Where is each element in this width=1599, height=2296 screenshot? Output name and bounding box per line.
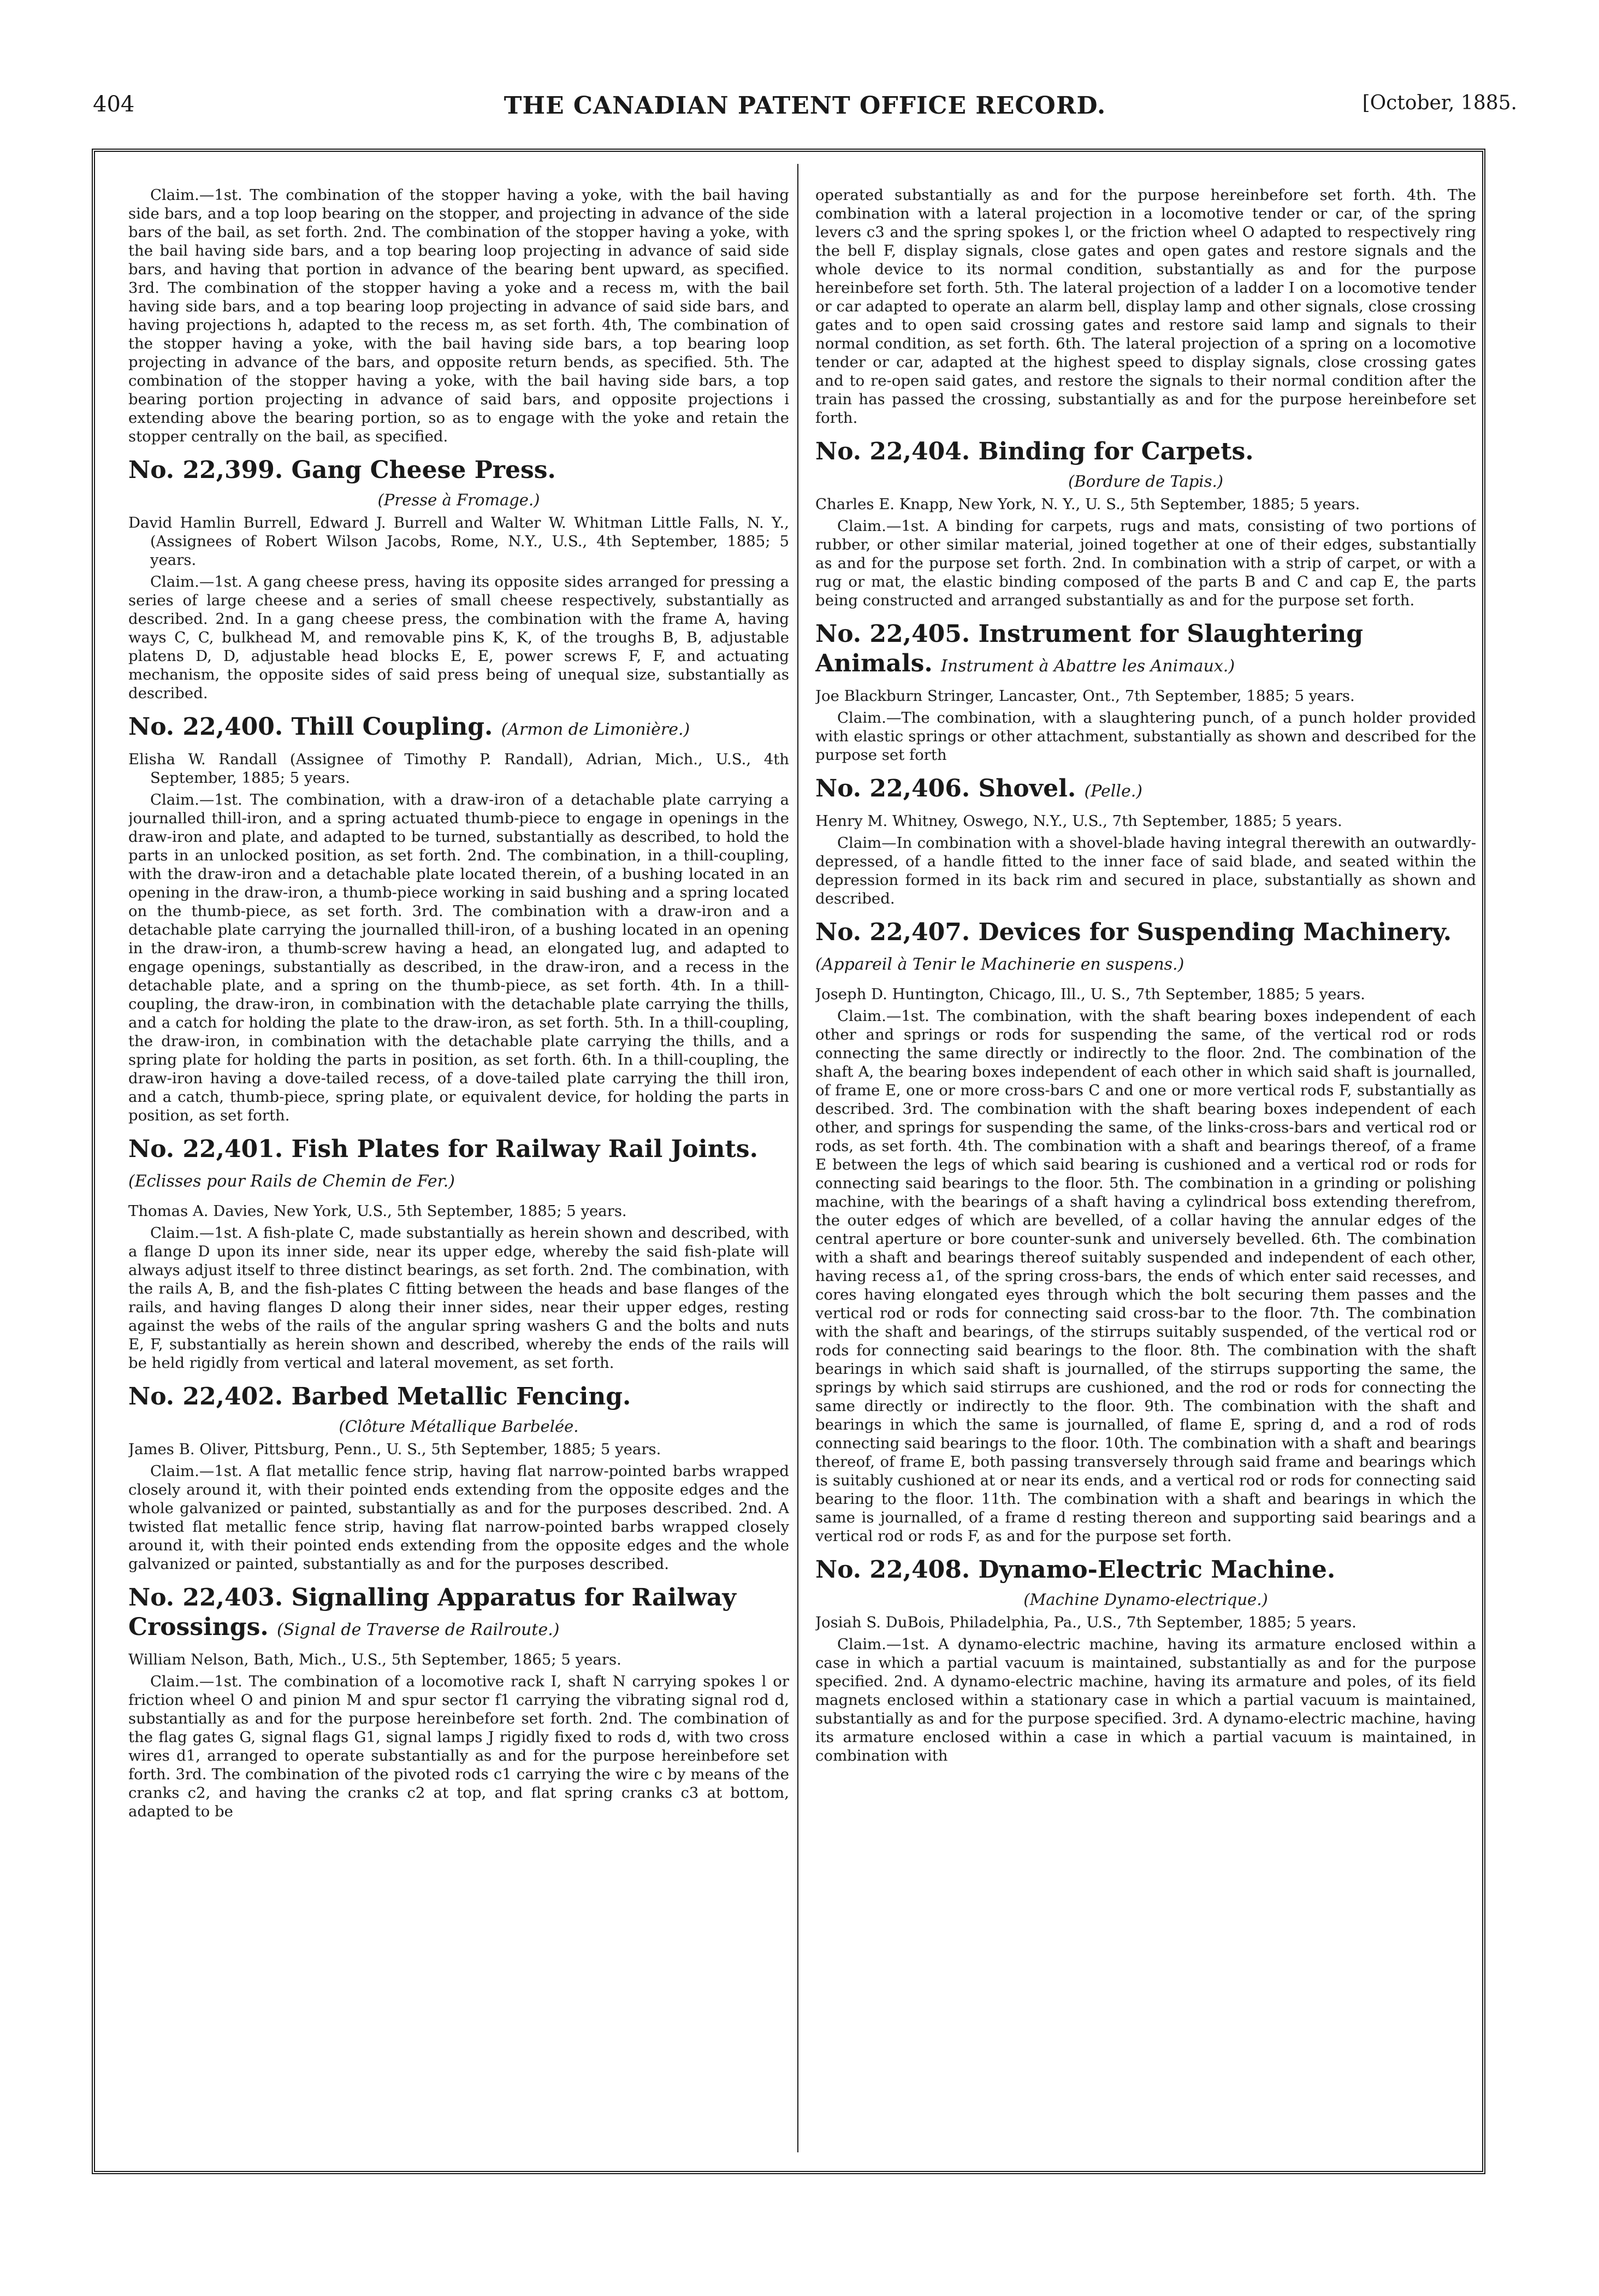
patent-applicant: Joe Blackburn Stringer, Lancaster, Ont., 7th September, 1885; 5 years. xyxy=(815,687,1355,705)
patent-translation: (Eclisses pour Rails de Chemin de Fer.) xyxy=(128,1172,455,1191)
patent-entry-22407 xyxy=(815,918,1476,1545)
continuation-claim: operated substantially as and for the purpose hereinbefore set forth. 4th. The combination with a lateral projection in a locomotive tender or car, of the spring levers c3 and the spring spokes l, or the friction wheel O adapted to respectively ring the bell F, display signals, close gates and open gates and restore signals and the whole device to its normal condition, substantially as and for the purpose hereinbefore set forth. 5th. The lateral projection of a ladder I on a locomotive tender or car adapted to operate an alarm bell, display lamp and other signals, close crossing gates and to open said crossing gates and restore said lamp and signals to their normal condition, as set forth. 6th. The lateral projection of a spring on a locomotive tender or car, adapted at the highest speed to display signals, close crossing gates and to re-open said gates, and restore the signals to their normal condition after the train has passed the crossing, substantially as and for the purpose hereinbefore set forth. xyxy=(815,186,1476,427)
patent-applicant: David Hamlin Burrell, Edward J. Burrell and Walter W. Whitman Little Falls, N. Y., (Assignees of Robert Wilson Jacobs, Rome, N.Y., U.S., 4th September, 1885; 5 years. xyxy=(128,514,789,569)
issue-date: [October, 1885. xyxy=(1362,92,1517,114)
patent-entry-22405 xyxy=(815,619,1476,764)
page-number: 404 xyxy=(93,92,135,117)
patent-heading-text: No. 22,403. Signalling Apparatus for Railway Crossings. xyxy=(128,1584,736,1641)
patent-heading xyxy=(815,774,1476,806)
patent-translation: (Appareil à Tenir le Machinerie en suspens.) xyxy=(815,955,1185,974)
patent-translation: Instrument à Abattre les Animaux.) xyxy=(941,657,1235,676)
patent-applicant: William Nelson, Bath, Mich., U.S., 5th September, 1865; 5 years. xyxy=(128,1651,621,1668)
page-header xyxy=(93,92,1517,125)
patent-claim: Claim.—1st. A fish-plate C, made substantially as herein shown and described, with a flange D upon its inner side, near its upper edge, whereby the said fish-plate will always adjust itself to three distinct bearings, as set forth. 2nd. The combination, with the rails A, B, and the fish-plates C fitting between the heads and base flanges of the rails, and having flanges D along their inner sides, near their upper edges, resting against the webs of the rails of the angular spring washers G and the bolts and nuts E, F, substantially as herein shown and described, whereby the ends of the rails will be held rigidly from vertical and lateral movement, as set forth. xyxy=(128,1224,789,1372)
patent-claim: Claim.—1st. The combination, with a draw-iron of a detachable plate carrying a journalled thill-iron, and a spring actuated thumb-piece to engage in openings in the draw-iron and plate, and adapted to be turned, substantially as described, to hold the parts in an unlocked position, as set forth. 2nd. The combination, in a thill-coupling, with the draw-iron and a detachable plate located therein, of a bushing located in an opening in the draw-iron, a thumb-piece working in said bushing and a spring located on the thumb-piece, as set forth. 3rd. The combination with a draw-iron and a detachable plate carrying the journalled thill-iron, of a bushing located in an opening in the draw-iron, a thumb-screw having a head, an elongated lug, and adapted to engage openings, substantially as described, in the draw-iron, and a recess in the detachable plate, and a spring on the thumb-piece, as set forth. 4th. In a thill-coupling, the draw-iron, in combination with the detachable plate carrying the thills, and a catch for holding the plate to the draw-iron, as set forth. 5th. In a thill-coupling, the draw-iron, in combination with the detachable plate carrying the thills, and a spring plate for holding the parts in position, as set forth. 6th. In a thill-coupling, the draw-iron having a dove-tailed recess, of a dove-tailed plate carrying the thill iron, and a catch, thumb-piece, spring plate, or equivalent device, for holding the parts in position, as set forth. xyxy=(128,791,789,1124)
patent-entry-22406 xyxy=(815,774,1476,908)
publication-title: THE CANADIAN PATENT OFFICE RECORD. xyxy=(504,92,1106,120)
patent-heading xyxy=(815,918,1476,979)
patent-heading: No. 22,402. Barbed Metallic Fencing. xyxy=(128,1383,631,1410)
patent-entry-22403 xyxy=(128,1583,789,1821)
column-divider xyxy=(797,164,798,2152)
patent-claim: Claim.—1st. The combination, with the shaft bearing boxes independent of each other and springs or rods for suspending the same, of the vertical rod or rods connecting the same directly or indirectly to the floor. 2nd. The combination of the shaft A, the bearing boxes independent of each other in which said shaft is journalled, of frame E, one or more cross-bars C and one or more vertical rods F, substantially as described. 3rd. The combination with the shaft bearing boxes independent of each other, and springs for suspending the same, of the links-cross-bars and vertical rod or rods, as set forth. 4th. The combination with a shaft and bearings thereof, of a frame E between the legs of which said bearing is cushioned and a vertical rod or rods for connecting said bearings to the floor. 5th. The combination in a grinding or polishing machine, with the bearings of a shaft having a cylindrical boss extending therefrom, the outer edges of which are bevelled, of a collar having the annular edges of the central aperture or bore counter-sunk and universely bevelled. 6th. The combination with a shaft and bearings thereof suitably suspended and independent of each other, having recess a1, of the spring cross-bars, the ends of which enter said recesses, and cores having elongated eyes through which the bolt securing them passes and the vertical rod or rods for connecting said cross-bar to the floor. 7th. The combination with the shaft and bearings, of the stirrups suitably suspended, of the vertical rod or rods for connecting said bearings to the floor. 8th. The combination with the shaft bearings in which said shaft is journalled, of the stirrups supporting the same, the springs by which said stirrups are cushioned, and the rod or rods for connecting the same directly or indirectly to the floor. 9th. The combination with the shaft and bearings in which the same is journalled, of flame E, spring d, and a rod of rods connecting said bearings to the floor. 10th. The combination with a shaft and bearings thereof, of frame E, both passing transversely through said frame and bearings which is suitably cushioned at or near its ends, and a vertical rod or rods for connecting said bearing to the floor. 11th. The combination with a shaft and bearings in which the same is journalled, of a frame d resting thereon and supporting said bearings and a vertical rod or rods F, as and for the purpose set forth. xyxy=(815,1007,1476,1545)
patent-claim: Claim.—1st. The combination of a locomotive rack I, shaft N carrying spokes l or friction wheel O and pinion M and spur sector f1 carrying the vibrating signal rod d, substantially as and for the purpose hereinbefore set forth. 2nd. The combination of the flag gates G, signal flags G1, signal lamps J rigidly fixed to rods d, with two cross wires d1, arranged to operate substantially as and for the purpose hereinbefore set forth. 3rd. The combination of the pivoted rods c1 carrying the wire c by means of the cranks c2, and having the cranks c2 at top, and flat spring cranks c3 at bottom, adapted to be xyxy=(128,1673,789,1820)
patent-claim: Claim.—1st. A dynamo-electric machine, having its armature enclosed within a case in which a partial vacuum is maintained, substantially as and for the purpose specified. 2nd. A dynamo-electric machine, having its armature and poles, of its field magnets enclosed within a stationary case in which a partial vacuum is maintained, substantially as and for the purpose specified. 3rd. A dynamo-electric machine, having its armature enclosed within a case in which a partial vacuum is maintained, in combination with xyxy=(815,1636,1476,1764)
patent-entry-22400 xyxy=(128,712,789,1125)
patent-translation: (Clôture Métallique Barbelée. xyxy=(339,1417,579,1436)
patent-heading-text: No. 22,401. Fish Plates for Railway Rail Joints. xyxy=(128,1135,758,1163)
patent-applicant: Joseph D. Huntington, Chicago, Ill., U. S., 7th September, 1885; 5 years. xyxy=(815,985,1365,1003)
patent-heading: No. 22,404. Binding for Carpets. xyxy=(815,438,1254,465)
patent-applicant: Henry M. Whitney, Oswego, N.Y., U.S., 7th September, 1885; 5 years. xyxy=(815,812,1342,830)
patent-applicant: James B. Oliver, Pittsburg, Penn., U. S., 5th September, 1885; 5 years. xyxy=(128,1441,661,1458)
patent-translation: (Signal de Traverse de Railroute.) xyxy=(276,1620,560,1639)
patent-claim: Claim.—1st. A binding for carpets, rugs and mats, consisting of two portions of rubber, or other similar material, joined together at one of their edges, substantially as and for the purpose set forth. 2nd. In combination with a strip of carpet, or with a rug or mat, the elastic binding composed of the parts B and C and cap E, the parts being constructed and arranged substantially as and for the purpose set forth. xyxy=(815,517,1476,609)
patent-applicant: Josiah S. DuBois, Philadelphia, Pa., U.S., 7th September, 1885; 5 years. xyxy=(815,1614,1357,1631)
patent-claim: Claim.—1st. A flat metallic fence strip, having flat narrow-pointed barbs wrapped closely around it, with their pointed ends extending from the opposite edges and the whole galvanized or painted, substantially as and for the purposes described. 2nd. A twisted flat metallic fence strip, having flat narrow-pointed barbs wrapped closely around it, with their pointed ends extending from the opposite edges and the whole galvanized or painted, substantially as and for the purposes described. xyxy=(128,1462,789,1573)
patent-applicant: Charles E. Knapp, New York, N. Y., U. S., 5th September, 1885; 5 years. xyxy=(815,495,1360,513)
right-column xyxy=(815,186,1476,2141)
patent-heading xyxy=(815,619,1476,681)
patent-claim: Claim.—1st. A gang cheese press, having its opposite sides arranged for pressing a series of large cheese and a series of small cheese respectively, substantially as described. 2nd. In a gang cheese press, the combination with the frame A, having ways C, C, bulkhead M, and removable pins K, K, of the troughs B, B, adjustable platens D, D, adjustable head blocks E, E, power screws F, F, and actuating mechanism, the opposite sides of said press being of unequal size, substantially as described. xyxy=(128,573,789,702)
patent-heading: No. 22,399. Gang Cheese Press. xyxy=(128,456,556,484)
patent-translation: (Machine Dynamo-electrique.) xyxy=(1023,1590,1268,1609)
patent-entry-22401 xyxy=(128,1135,789,1372)
patent-heading xyxy=(128,712,789,745)
patent-claim: Claim.—The combination, with a slaughtering punch, of a punch holder provided with elastic springs or other attachment, substantially as shown and described for the purpose set forth xyxy=(815,709,1476,764)
patent-heading: No. 22,408. Dynamo-Electric Machine. xyxy=(815,1556,1336,1584)
continuation-claim: Claim.—1st. The combination of the stopper having a yoke, with the bail having side bars, and a top loop bearing on the stopper, and projecting in advance of the side bars of the bail, as set forth. 2nd. The combination of the stopper having a yoke, with the bail having side bars, and a top bearing loop projecting in advance of said side bars, and having that portion in advance of the bearing bent upward, as specified. 3rd. The combination of the stopper having a yoke and a recess m, with the bail having side bars, and a top bearing loop projecting in advance of said side bars, and having projections h, adapted to the recess m, as set forth. 4th, The combination of the stopper having a yoke, with the bail having side bars, a top bearing loop projecting in advance of the bars, and opposite return bends, as specified. 5th. The combination of the stopper having a yoke, with the bail having side bars, a top bearing portion projecting in advance of said bars, and opposite projections i extending above the bearing portion, so as to engage with the yoke and retain the stopper centrally on the bail, as specified. xyxy=(128,186,789,445)
patent-heading-text: No. 22,400. Thill Coupling. xyxy=(128,713,493,741)
patent-translation: (Armon de Limonière.) xyxy=(501,720,690,739)
patent-heading-text: No. 22,405. Instrument for Slaughtering Animals. xyxy=(815,620,1363,677)
patent-entry-22402 xyxy=(128,1382,789,1573)
patent-heading-text: No. 22,406. Shovel. xyxy=(815,775,1076,802)
patent-heading-text: No. 22,407. Devices for Suspending Machinery. xyxy=(815,918,1452,946)
patent-translation: (Pelle.) xyxy=(1084,782,1142,801)
patent-entry-22408 xyxy=(815,1555,1476,1765)
patent-applicant: Thomas A. Davies, New York, U.S., 5th September, 1885; 5 years. xyxy=(128,1202,627,1220)
patent-applicant: Elisha W. Randall (Assignee of Timothy P. Randall), Adrian, Mich., U.S., 4th September, 1885; 5 years. xyxy=(128,751,789,787)
patent-translation: (Presse à Fromage.) xyxy=(377,491,540,509)
patent-entry-22404 xyxy=(815,437,1476,610)
patent-claim: Claim—In combination with a shovel-blade having integral therewith an outwardly-depressed, of a handle fitted to the inner face of said blade, and seated within the depression formed in its back rim and secured in place, substantially as shown and described. xyxy=(815,834,1476,907)
patent-heading xyxy=(128,1135,789,1196)
patent-entry-22399 xyxy=(128,456,789,703)
left-column xyxy=(128,186,789,2141)
patent-translation: (Bordure de Tapis.) xyxy=(1068,472,1223,491)
patent-heading xyxy=(128,1583,789,1645)
